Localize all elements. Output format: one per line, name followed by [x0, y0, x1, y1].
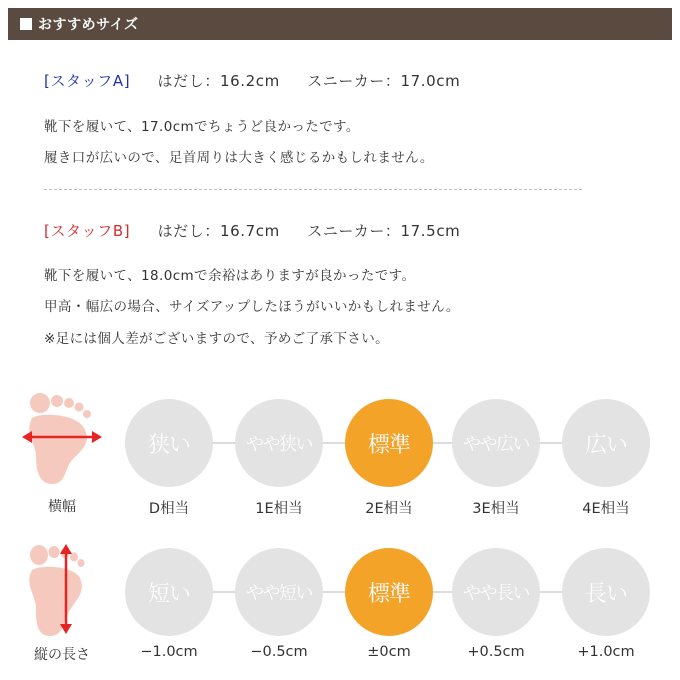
length-offset: −0.5cm [250, 644, 308, 660]
width-option-label: 標準 [367, 432, 410, 458]
width-caption: 横幅 [48, 499, 76, 515]
foot-length-arrow-icon [26, 542, 100, 638]
width-option-narrow [125, 399, 213, 487]
staff-a-sneaker: スニーカー：17.0cm [307, 72, 461, 90]
dashed-divider [44, 189, 582, 190]
staff-b-barefoot: はだし：16.7cm [157, 222, 280, 240]
length-option-short [125, 548, 213, 636]
length-option-standard [345, 548, 433, 636]
section-header [8, 8, 672, 40]
width-equivalent: 2E相当 [365, 501, 413, 517]
length-option-label: やや長い [463, 583, 529, 604]
width-option-wide [562, 399, 650, 487]
staff-a-comment: 靴下を履いて、17.0cmでちょうど良かったです。 [44, 119, 360, 135]
width-equivalent: D相当 [148, 501, 190, 517]
length-option-label: 長い [584, 581, 627, 607]
foot-width-arrow-icon [20, 392, 106, 486]
length-option-slightly-short [235, 548, 323, 636]
length-offset: −1.0cm [140, 644, 198, 660]
width-equivalent: 4E相当 [582, 501, 630, 517]
length-option-label: やや短い [246, 583, 312, 604]
length-offset: ±0cm [367, 644, 411, 660]
width-option-label: 狭い [147, 432, 190, 458]
width-equivalent: 3E相当 [472, 501, 520, 517]
staff-b-sizes [44, 220, 482, 241]
width-option-slightly-narrow [235, 399, 323, 487]
width-option-label: 広い [584, 432, 627, 458]
length-offset: +1.0cm [577, 644, 635, 660]
width-option-label: やや広い [463, 434, 529, 455]
staff-a-comment: 履き口が広いので、足首周りは大きく感じるかもしれません。 [44, 150, 434, 166]
length-option-label: 標準 [367, 581, 410, 607]
section-title: おすすめサイズ [38, 17, 139, 33]
length-caption: 縦の長さ [34, 647, 90, 663]
width-option-standard [345, 399, 433, 487]
width-equivalent: 1E相当 [255, 501, 303, 517]
width-option-slightly-wide [452, 399, 540, 487]
staff-b-tag: [スタッフB] [44, 222, 131, 240]
staff-a-barefoot: はだし：16.2cm [157, 72, 280, 90]
width-option-label: やや狭い [246, 434, 312, 455]
square-bullet-icon [20, 18, 32, 30]
staff-a-tag: [スタッフA] [44, 72, 131, 90]
staff-b-comment: ※足には個人差がございますので、予めご了承下さい。 [44, 331, 390, 347]
staff-b-comment: 靴下を履いて、18.0cmで余裕はありますが良かったです。 [44, 268, 416, 284]
staff-b-comment: 甲高・幅広の場合、サイズアップしたほうがいいかもしれません。 [44, 299, 460, 315]
staff-b-sneaker: スニーカー：17.5cm [307, 222, 461, 240]
length-option-long [562, 548, 650, 636]
length-option-slightly-long [452, 548, 540, 636]
length-offset: +0.5cm [467, 644, 525, 660]
length-option-label: 短い [147, 581, 190, 607]
staff-a-sizes [44, 70, 482, 91]
